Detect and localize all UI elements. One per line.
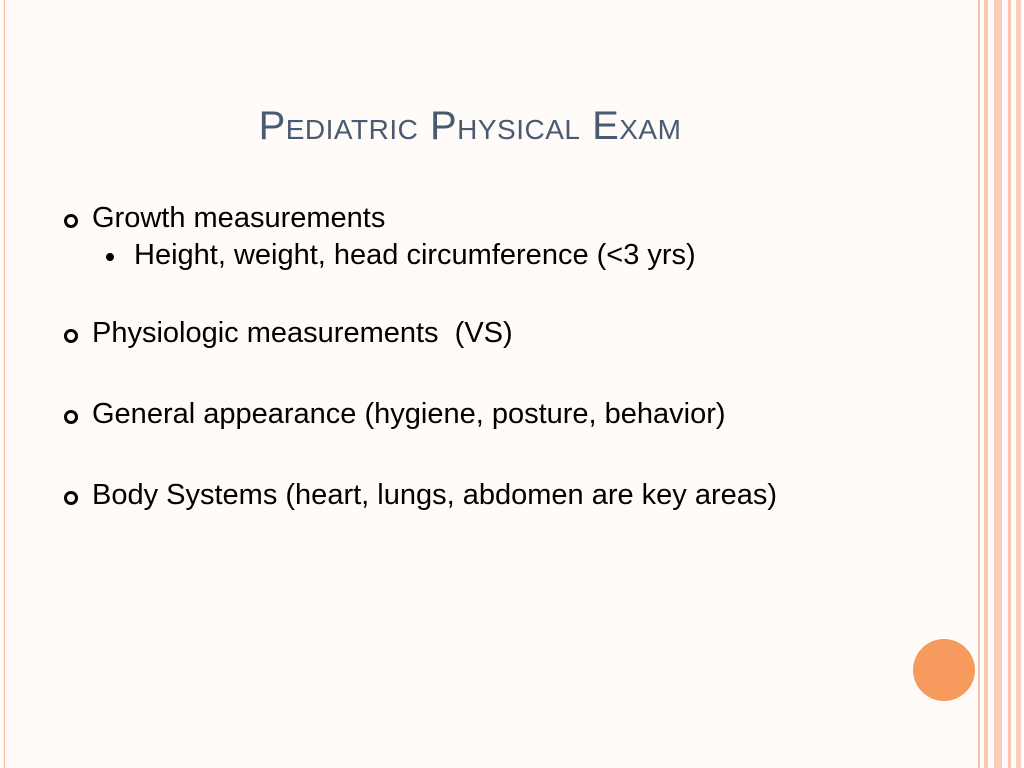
bullet-text: Growth measurements xyxy=(92,202,386,234)
bullet-text: Physiologic measurements (VS) xyxy=(92,317,513,349)
bullet-item xyxy=(62,398,842,431)
orange-circle-icon xyxy=(913,639,975,701)
sub-bullet-item xyxy=(104,239,842,272)
bullet-text: General appearance (hygiene, posture, behavior) xyxy=(92,398,726,430)
right-border-stripe xyxy=(984,0,988,768)
bullet-item xyxy=(62,317,842,350)
ring-bullet-icon xyxy=(64,491,78,505)
sub-bullet-text: Height, weight, head circumference (<3 yrs) xyxy=(134,239,696,271)
bullet-list xyxy=(62,202,842,512)
ring-bullet-icon xyxy=(64,214,78,228)
right-border-stripe xyxy=(1016,0,1021,768)
bullet-item xyxy=(62,479,842,512)
right-border-stripe xyxy=(978,0,980,768)
right-border-stripe xyxy=(1008,0,1011,768)
bullet-item xyxy=(62,202,842,235)
ring-bullet-icon xyxy=(64,329,78,343)
right-border-stripe xyxy=(994,0,1002,768)
slide-title: Pediatric Physical Exam xyxy=(258,104,682,148)
bullet-text: Body Systems (heart, lungs, abdomen are key areas) xyxy=(92,479,778,511)
ring-bullet-icon xyxy=(64,410,78,424)
filled-dot-bullet-icon xyxy=(106,253,114,261)
